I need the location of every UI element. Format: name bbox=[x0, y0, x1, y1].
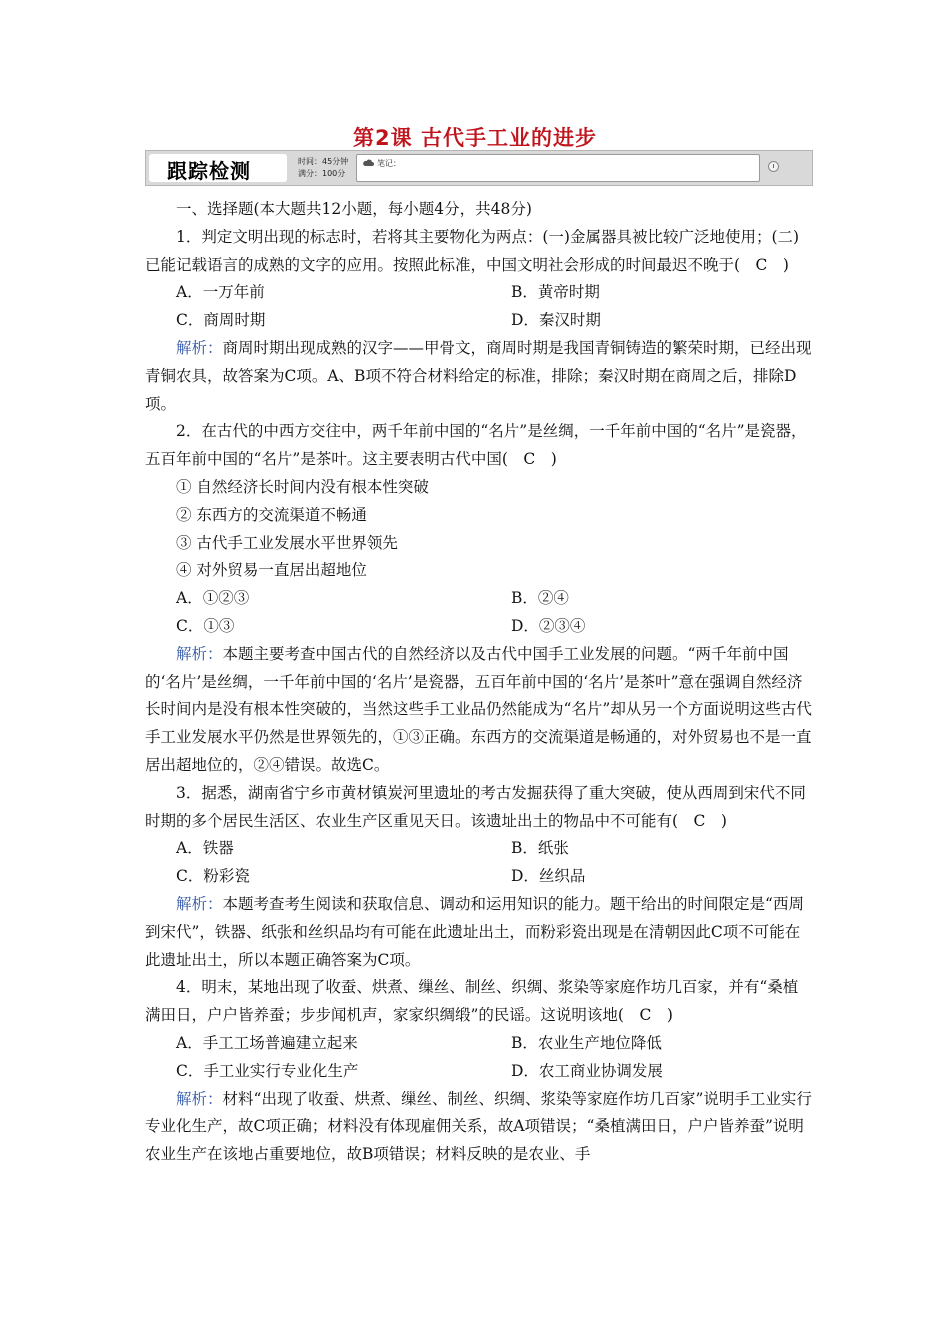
clock-icon bbox=[768, 161, 779, 172]
analysis bbox=[145, 891, 813, 974]
analysis-label: 解析： bbox=[176, 1089, 223, 1108]
option-d: D．丝织品 bbox=[511, 867, 586, 886]
options-row bbox=[145, 585, 813, 613]
analysis-text: 商周时期出现成熟的汉字——甲骨文，商周时期是我国青铜铸造的繁荣时期，已经出现青铜农具，故答案为C项。A、B项不符合材料给定的标准，排除；秦汉时期在商周之后，排除D项。 bbox=[145, 338, 812, 413]
option-b: B．纸张 bbox=[511, 839, 569, 858]
analysis bbox=[145, 335, 813, 418]
notes-label: 笔记： bbox=[377, 159, 401, 168]
notes-field bbox=[356, 154, 760, 182]
banner-meta bbox=[298, 156, 348, 180]
statement-item: ③ 古代手工业发展水平世界领先 bbox=[176, 533, 398, 552]
statement-item: ① 自然经济长时间内没有根本性突破 bbox=[176, 477, 429, 496]
question-stem: 2．在古代的中西方交往中，两千年前中国的“名片”是丝绸，一千年前中国的“名片”是瓷器，五百年前中国的“名片”是茶叶。这主要表明古代中国( C ) bbox=[145, 422, 807, 469]
option-a: A．一万年前 bbox=[176, 283, 265, 302]
option-a: A．手工工场普遍建立起来 bbox=[176, 1033, 358, 1052]
analysis-label: 解析： bbox=[176, 338, 223, 357]
analysis-text: 本题主要考查中国古代的自然经济以及古代中国手工业发展的问题。“两千年前中国的‘名片’是丝绸，一千年前中国的‘名片’是瓷器，五百年前中国的‘名片’是茶叶”意在强调自然经济长时间内是没有根本性突破的，当然这些手工业品仍然能成为“名片”却从另一个方面说明这些古代手工业发展水平仍然是世界领先的，①③正确。东西方的交流渠道是畅通的，对外贸易也不是一直居出超地位的，②④错误。故选C。 bbox=[145, 644, 812, 774]
section-heading: 一、选择题(本大题共12小题，每小题4分，共48分) bbox=[176, 200, 532, 218]
analysis-text: 本题考查考生阅读和获取信息、调动和运用知识的能力。题干给出的时间限定是“西周到宋代”，铁器、纸张和丝织品均有可能在此遗址出土，而粉彩瓷出现是在清朝因此C项不可能在此遗址出土，所以本题正确答案为C项。 bbox=[145, 894, 804, 969]
options-row bbox=[145, 835, 813, 863]
option-c: C．商周时期 bbox=[176, 311, 266, 330]
time-limit: 时间：45分钟 bbox=[298, 157, 349, 166]
option-b: B．②④ bbox=[511, 589, 569, 608]
option-a: A．①②③ bbox=[176, 589, 250, 608]
analysis bbox=[145, 641, 813, 780]
analysis-text: 材料“出现了收蚕、烘煮、缫丝、制丝、织绸、浆染等家庭作坊几百家”说明手工业实行专业化生产，故C项正确；材料没有体现雇佣关系，故A项错误；“桑植满田日，户户皆养蚕”说明农业生产在该地占重要地位，故B项错误；材料反映的是农业、手 bbox=[145, 1089, 812, 1164]
question-stem: 4．明末，某地出现了收蚕、烘煮、缫丝、制丝、织绸、浆染等家庭作坊几百家，并有“桑植满田日，户户皆养蚕；步步闻机声，家家织绸缎”的民谣。这说明该地( C ) bbox=[145, 978, 799, 1025]
full-score: 满分：100分 bbox=[298, 169, 346, 178]
banner-label-box bbox=[149, 154, 287, 182]
statement-item: ② 东西方的交流渠道不畅通 bbox=[176, 505, 367, 524]
options-row bbox=[145, 279, 813, 307]
options-row bbox=[145, 1030, 813, 1058]
option-d: D．②③④ bbox=[511, 616, 586, 635]
question-content bbox=[145, 196, 813, 1169]
option-d: D．农工商业协调发展 bbox=[511, 1061, 663, 1080]
option-c: C．手工业实行专业化生产 bbox=[176, 1061, 359, 1080]
options-row bbox=[145, 613, 813, 641]
option-c: C．①③ bbox=[176, 616, 235, 635]
analysis-label: 解析： bbox=[176, 894, 223, 913]
option-b: B．农业生产地位降低 bbox=[511, 1033, 662, 1052]
banner-title: 跟踪检测 bbox=[167, 159, 251, 183]
option-d: D．秦汉时期 bbox=[511, 311, 601, 330]
option-b: B．黄帝时期 bbox=[511, 283, 600, 302]
statement-item: ④ 对外贸易一直居出超地位 bbox=[176, 561, 367, 580]
options-row bbox=[145, 863, 813, 891]
page-title: 第2课 古代手工业的进步 bbox=[353, 126, 597, 150]
question-stem: 3．据悉，湖南省宁乡市黄材镇炭河里遗址的考古发掘获得了重大突破，使从西周到宋代不同时期的多个居民生活区、农业生产区重见天日。该遗址出土的物品中不可能有( C ) bbox=[145, 783, 806, 830]
analysis bbox=[145, 1086, 813, 1169]
analysis-label: 解析： bbox=[176, 644, 223, 663]
option-a: A．铁器 bbox=[176, 839, 234, 858]
options-row bbox=[145, 307, 813, 335]
question-stem: 1．判定文明出现的标志时，若将其主要物化为两点：(一)金属器具被比较广泛地使用；(二)已能记载语言的成熟的文字的应用。按照此标准，中国文明社会形成的时间最迟不晚于( C ) bbox=[145, 227, 800, 274]
tracking-test-banner bbox=[145, 150, 813, 186]
option-c: C．粉彩瓷 bbox=[176, 867, 250, 886]
cloud-icon bbox=[362, 158, 374, 167]
options-row bbox=[145, 1058, 813, 1086]
